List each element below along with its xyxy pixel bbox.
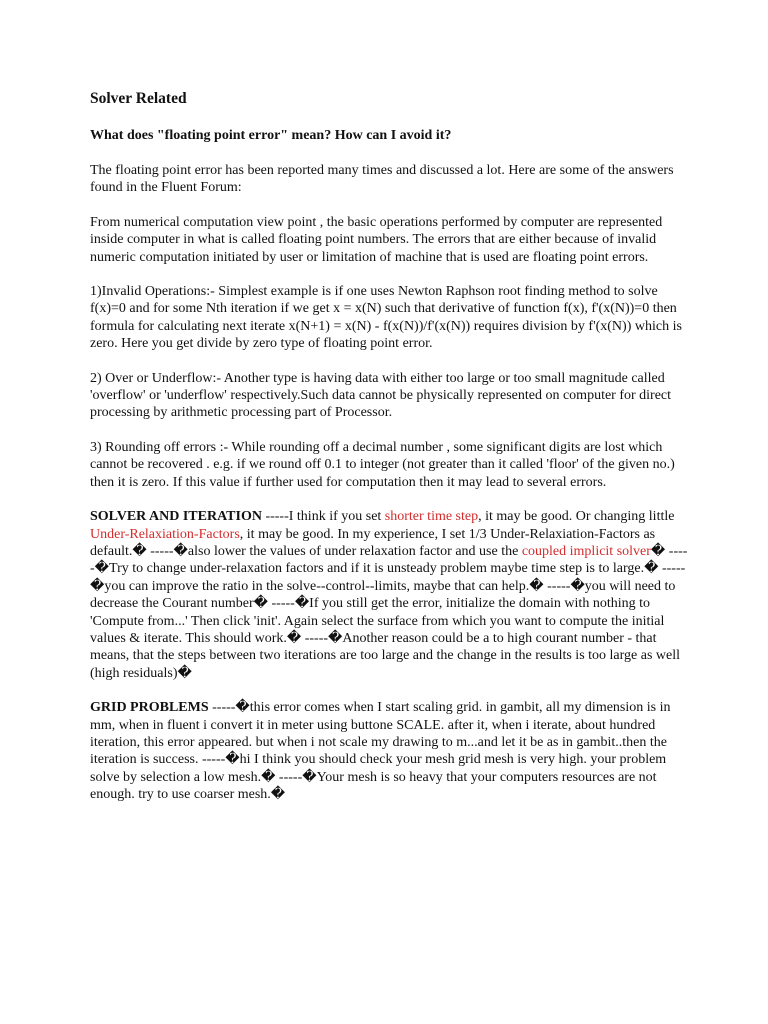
solver-text-1: -----I think if you set	[261, 509, 385, 525]
question-heading: What does "floating point error" mean? How can I avoid it?	[90, 128, 452, 143]
grid-problems-text: -----�this error comes when I start scaling grid. in gambit, all my dimension is in mm, when in fluent i convert it in meter using buttone SCALE. after it, when i iterate, about hundred iteration, this error appeared. but when i not scale my drawing to m...and let it be as in gambit..then the iteration is success. -----�hi I think you should check your mesh grid mesh is very high. your problem solve by selection a low mesh.� -----�Your mesh is so heavy that your computers resources are not enough. try to use coarser mesh.�	[90, 700, 671, 803]
shorter-time-step-highlight: shorter time step	[384, 509, 479, 525]
solver-text-4: � -----�Try to change under-relaxation factors and if it is unsteady problem maybe time step is to large.� -----�you can improve the ratio in the solve--control--limits, maybe that can help.� -----�you will need to decrease the Courant number� -----�If you still get the error, initialize the domain with nothing to 'Compute from...' Then click 'init'. Again select the surface from which you want to compute the initial values & iterate. This should work.� -----�Another reason could be a to high courant number - that means, that the steps between two iterations are too large and the change in the results is too large as well (high residuals)�	[90, 543, 688, 681]
rounding-paragraph: 3) Rounding off errors :- While rounding off a decimal number , some significant digits are lost which cannot be recovered . e.g. if we round off 0.1 to integer (not greater than it called 'floor' of the given no.) then it is zero. If this value if further used for computation then it may lead to several errors.	[90, 439, 675, 490]
under-relaxation-highlight: Under-Relaxiation-Factors	[90, 526, 240, 542]
section-title: Solver Related	[90, 90, 187, 107]
coupled-implicit-solver-highlight: coupled implicit solver	[521, 543, 651, 559]
overflow-paragraph: 2) Over or Underflow:- Another type is having data with either too large or too small magnitude called 'overflow' or 'underflow' respectively.Such data cannot be physically represented on computer for direct processing by arithmetic processing part of Processor.	[90, 370, 672, 421]
invalid-operations-paragraph: 1)Invalid Operations:- Simplest example is if one uses Newton Raphson root finding method to solve f(x)=0 and for some Nth iteration if we get x = x(N) such that derivative of function f(x), f'(x(N))=0 then formula for calculating next iterate x(N+1) = x(N) - f(x(N))/f'(x(N)) requires division by f'(x(N)) which is zero. Here you get divide by zero type of floating point error.	[90, 284, 682, 352]
grid-problems-paragraph	[90, 699, 690, 803]
grid-problems-heading: GRID PROBLEMS	[90, 700, 209, 716]
solver-iteration-heading: SOLVER AND ITERATION	[90, 509, 262, 525]
document-page	[90, 88, 690, 821]
solver-text-3: , it may be good. In my experience, I set 1/3 Under-Relaxiation-Factors as default.� -----�also lower the values of under relaxation factor and use the	[90, 526, 656, 559]
solver-text-2: , it may be good. Or changing little	[478, 509, 675, 525]
numerical-paragraph: From numerical computation view point , the basic operations performed by computer are represented inside computer in what is called floating point numbers. The errors that are either because of invalid numeric computation initiated by user or limitation of machine that is used are floating point errors.	[90, 214, 663, 265]
solver-iteration-paragraph	[90, 508, 690, 682]
intro-paragraph: The floating point error has been reported many times and discussed a lot. Here are some of the answers found in the Fluent Forum:	[90, 163, 674, 196]
